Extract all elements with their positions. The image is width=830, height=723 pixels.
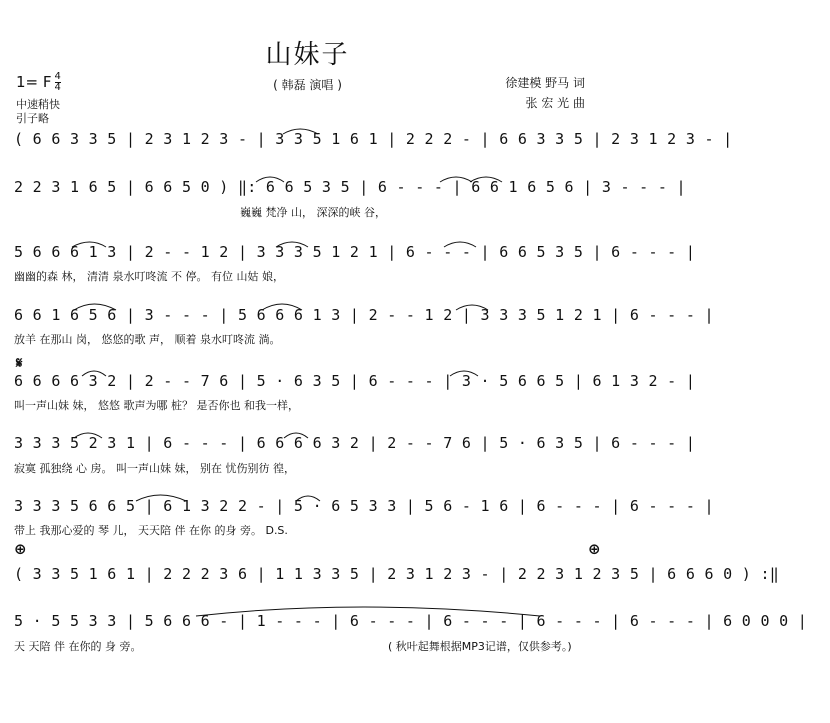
slur bbox=[276, 242, 308, 247]
slur bbox=[440, 177, 472, 182]
composer-credit: 张 宏 光 曲 bbox=[525, 96, 585, 110]
lyric-line-6: 寂寞 孤独绕 心 房。 叫一声山妹 妹， 别在 忧伤别彷 徨， bbox=[14, 462, 295, 475]
time-sig-bottom: 4 bbox=[54, 82, 61, 93]
lyric-line-3: 幽幽的森 林， 清清 泉水叮咚流 不 停。 有位 山姑 娘， bbox=[14, 270, 284, 283]
key-text: 1= F bbox=[16, 73, 52, 91]
slur bbox=[450, 371, 478, 376]
slur bbox=[256, 177, 284, 182]
slur bbox=[136, 495, 186, 501]
slur bbox=[196, 607, 540, 616]
slur bbox=[74, 433, 102, 438]
slur bbox=[470, 177, 502, 182]
score-row-3: 5 6 6 6 1 3 | 2 - - 1 2 | 3 3 3 5 1 2 1 | 6 - - - | 6 6 5 3 5 | 6 - - - | bbox=[14, 243, 696, 261]
coda-sign-left: ⊕ bbox=[14, 540, 27, 558]
song-title: 山妹子 bbox=[265, 40, 350, 70]
score-row-9: 5 · 5 5 3 3 | 5 6 6 6 - | 1 - - - | 6 - - - | 6 - - - | 6 - - - | 6 - - - | 6 0 0 0 | bbox=[14, 612, 808, 630]
singer-credit: ( 韩磊 演唱 ) bbox=[273, 78, 342, 92]
tempo-mark: 中速稍快 bbox=[16, 98, 60, 111]
score-row-7: 3 3 3 5 6 6 5 | 6 1 3 2 2 - | 5 · 6 5 3 3 | 5 6 - 1 6 | 6 - - - | 6 - - - | bbox=[14, 497, 714, 515]
lyric-line-2: 巍巍 梵净 山， 深深的峡 谷， bbox=[240, 206, 386, 219]
coda-sign-right: ⊕ bbox=[588, 540, 601, 558]
lyric-line-7: 带上 我那心爱的 琴 儿， 天天陪 伴 在你 的身 旁。 D.S. bbox=[14, 524, 288, 537]
intro-note: 引子略 bbox=[16, 112, 49, 125]
slur bbox=[456, 305, 488, 310]
score-row-6: 3 3 3 5 2 3 1 | 6 - - - | 6 6 6 6 3 2 | 2 - - 7 6 | 5 · 6 3 5 | 6 - - - | bbox=[14, 434, 696, 452]
slur bbox=[283, 129, 318, 134]
score-row-4: 6 6 1 6 5 6 | 3 - - - | 5 6 6 6 1 3 | 2 - - 1 2 | 3 3 3 5 1 2 1 | 6 - - - | bbox=[14, 306, 714, 324]
score-row-8: ( 3 3 5 1 6 1 | 2 2 2 3 6 | 1 1 3 3 5 | 2 3 1 2 3 - | 2 2 3 1 2 3 5 | 6 6 6 0 ) :‖ bbox=[14, 565, 780, 583]
footnote: ( 秋叶起舞根据MP3记谱，仅供参考。) bbox=[388, 640, 572, 653]
slur bbox=[284, 433, 308, 438]
segno-sign: 𝄋 bbox=[16, 354, 23, 372]
slur bbox=[262, 304, 302, 310]
slur bbox=[74, 304, 116, 310]
slur bbox=[444, 242, 476, 247]
lyricist-credit: 徐建模 野马 词 bbox=[505, 76, 585, 90]
score-row-1: ( 6 6 3 3 5 | 2 3 1 2 3 - | 3 3 5 1 6 1 | 2 2 2 - | 6 6 3 3 5 | 2 3 1 2 3 - | bbox=[14, 130, 733, 148]
lyric-line-9: 天 天陪 伴 在你的 身 旁。 bbox=[14, 640, 142, 653]
slur bbox=[82, 371, 106, 376]
slur bbox=[72, 242, 106, 247]
time-sig-top: 4 bbox=[54, 71, 61, 82]
lyric-line-5: 叫一声山妹 妹， 悠悠 歌声为哪 桩？ 是否你也 和我一样， bbox=[14, 399, 299, 412]
score-row-5: 6 6 6 6 3 2 | 2 - - 7 6 | 5 · 6 3 5 | 6 - - - | 3 · 5 6 6 5 | 6 1 3 2 - | bbox=[14, 372, 696, 390]
lyric-line-4: 放羊 在那山 岗， 悠悠的歌 声， 顺着 泉水叮咚流 淌。 bbox=[14, 333, 281, 346]
score-row-2: 2 2 3 1 6 5 | 6 6 5 0 ) ‖: 6 6 5 3 5 | 6 - - - | 6 6 1 6 5 6 | 3 - - - | bbox=[14, 178, 686, 196]
slur bbox=[296, 496, 320, 501]
